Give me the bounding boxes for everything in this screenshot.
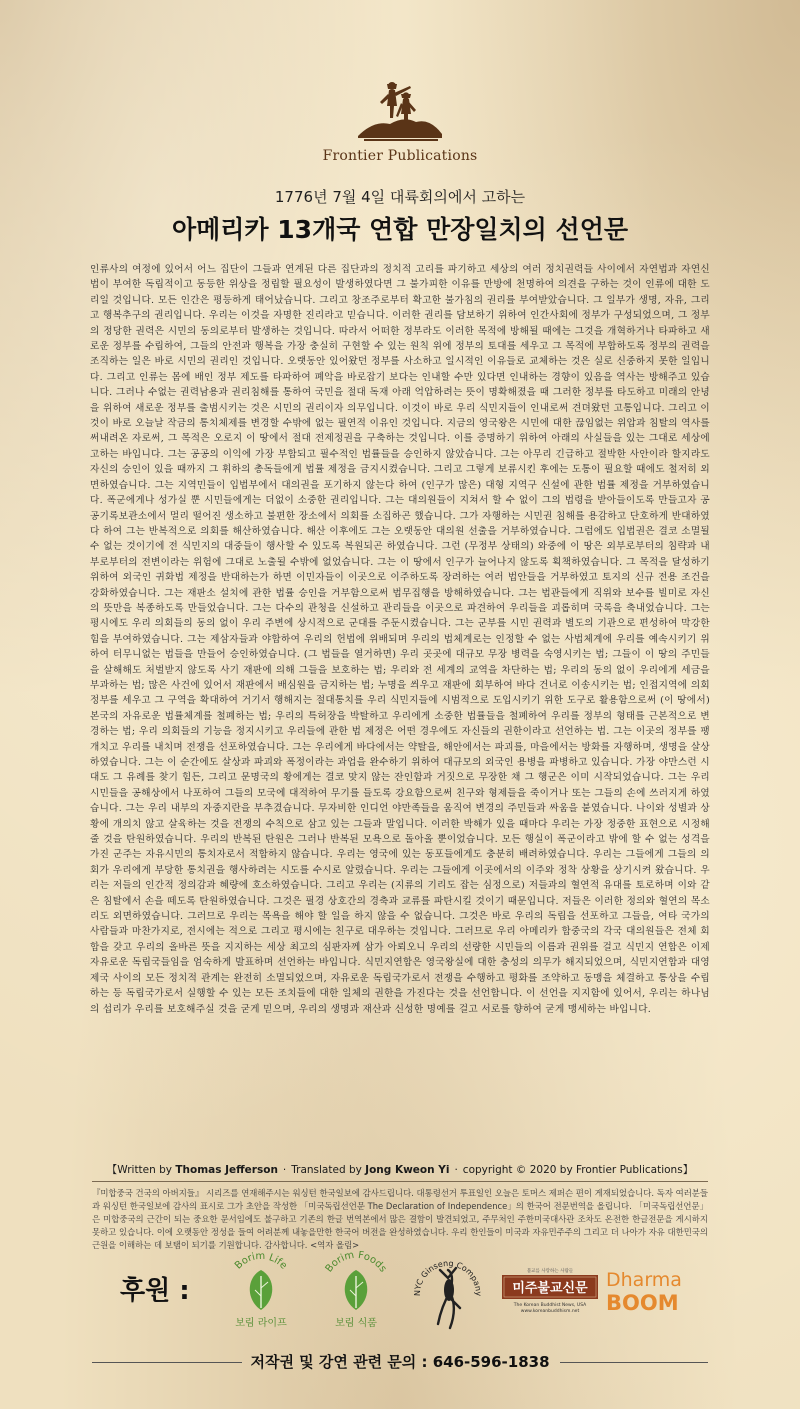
- sponsor-korean-name: 보림 식품: [335, 1318, 377, 1329]
- credit-open-bracket: 【: [106, 1164, 118, 1176]
- borim-life-leaf-icon: [220, 1248, 302, 1332]
- credit-separator: ·: [282, 1164, 287, 1176]
- credit-author: Thomas Jefferson: [175, 1164, 278, 1176]
- sponsor-wordmark-bottom: BOOM: [606, 1291, 679, 1315]
- sponsor-url: www.koreanbuddhism.net: [520, 1309, 580, 1314]
- credit-close-bracket: 】: [682, 1164, 694, 1176]
- buddhist-news-logo: [500, 1266, 600, 1316]
- sponsor-dharma-boom: [602, 1264, 702, 1324]
- sponsor-borim-foods: [314, 1248, 398, 1336]
- sponsor-arc-text: NYC Ginseng Company: [412, 1258, 484, 1297]
- explorers-silhouette-icon: [354, 72, 446, 144]
- dharma-boom-logo: [602, 1264, 702, 1320]
- sponsor-nyc-ginseng: [410, 1248, 486, 1338]
- document-subtitle: 1776년 7월 4일 대륙회의에서 고하는: [274, 188, 526, 206]
- sponsor-label: 후원 :: [120, 1276, 190, 1306]
- credit-written-prefix: Written by: [117, 1164, 176, 1176]
- sponsor-borim-life: [220, 1248, 302, 1336]
- sponsor-korean-name: 보림 라이프: [235, 1318, 287, 1329]
- svg-text:Borim Life: [233, 1251, 289, 1272]
- sponsor-arc-text: Borim Foods: [323, 1249, 389, 1275]
- credit-translated-prefix: Translated by: [291, 1164, 366, 1176]
- sponsor-small-text: 불교를 사랑하는 사람들: [526, 1269, 574, 1274]
- sponsor-arc-text: Borim Life: [233, 1250, 290, 1272]
- divider: [92, 1181, 708, 1182]
- publisher-name: Frontier Publications: [322, 148, 478, 164]
- contact-info: 저작권 및 강연 관련 문의 : 646-596-1838: [250, 1353, 550, 1371]
- sponsor-main-text: 미주불교신문: [512, 1281, 588, 1296]
- credit-translator: Jong Kweon Yi: [365, 1164, 450, 1176]
- sponsor-buddhist-news: [500, 1266, 600, 1320]
- sponsor-small-text: The Korean Buddhist News, USA: [513, 1303, 587, 1308]
- sponsor-wordmark-top: Dharma: [606, 1269, 682, 1291]
- declaration-text: 인류사의 여정에 있어서 어느 집단이 그들과 연계된 다른 집단과의 정치적 고리를 파기하고 세상의 여러 정치권력들 사이에서 자연법과 자연신법이 부여한 독립적이고 동등한 위상을 정립할 필요성이 발생하였다면 그 불가피한 이유를 만방에 천명하여 의견을 구하는 것이 인류에 대한 도리일 것입니다. 모든 인간은 평등하게 태어났습니다. 그리고 창조주로부터 확고한 불가침의 권리를 부여받았습니다. 그 일부가 생명, 자유, 그리고 행복추구의 권리입니다. 우리는 이것을 자명한 진리라고 믿습니다. 이러한 권리를 담보하기 위하여 인간사회에 정부가 구성되었으며, 그 정부의 정당한 권력은 시민의 동의로부터 발생하는 것입니다. 따라서 어떠한 정부라도 이러한 목적에 방해될 때에는 그것을 개혁하거나 타파하고 새로운 정부를 수립하여, 그들의 안전과 행복을 가장 충실히 구현할 수 있는 원칙 위에 정부의 토대를 세우고 그 목적에 부합하도록 정부의 권력을 조직하는 일은 바로 시민의 권리인 것입니다. 오랫동안 있어왔던 정부를 사소하고 일시적인 이유들로 교체하는 것은 실로 신중하지 못한 일입니다. 그리고 인류는 몸에 배인 정부 제도를 타파하여 폐악을 바로잡기 보다는 인내할 수만 있다면 인내하는 경향이 있음을 역사는 방해주고 있습니다. 그러나 수없는 권력남용과 권리침해를 통하여 국민을 절대 독재 아래 억압하려는 뜻이 명확해졌을 때 그러한 정부를 타도하고 미래의 안녕을 위하여 새로운 정부를 출범시키는 것은 시민의 권리이자 의무입니다. 이것이 바로 우리 식민지들이 인내로써 견뎌왔던 고통입니다. 그리고 이것이 바로 오늘날 작금의 통치체제를 변경할 수밖에 없는 필연적 이유인 것입니다. 지금의 영국왕은 시민에 대한 끊임없는 위압과 침탈의 역사를 써내려온 자로써, 그 목적은 오로지 이 땅에서 절대 전제정권을 구축하는 것입니다. 이를 증명하기 위하여 아래의 사실들을 있는 그대로 세상에 고하는 바입니다. 그는 공공의 이익에 가장 부합되고 필수적인 법률들을 승인하지 않았습니다. 그는 아무리 긴급하고 절박한 사안이라 할지라도 자신의 승인이 있을 때까지 그 휘하의 총독들에게 법률 제정을 금지시켰습니다. 그리고 그렇게 보류시킨 후에는 도통이 필요할 때에도 철저히 외면하였습니다. 그는 지역민들이 입법부에서 대의권을 포기하지 않는다 하여 (인구가 많은) 대형 지역구 신설에 관한 법률 제정을 거부하였습니다. 폭군에게나 성가실 뿐 시민들에게는 더없이 소중한 권리입니다. 그는 대의원들이 지쳐서 할 수 없이 그의 법령을 받아들이도록 만들고자 공공기록보관소에서 멀리 떨어진 생소하고 불편한 장소에서 의회를 소집하곤 했습니다. 그가 자행하는 시민권 침해를 용감하고 단호하게 반대하였다 하여 그는 반복적으로 의회를 해산하였습니다. 해산 이후에도 그는 오랫동안 대의원 선출을 거부하였습니다. 그럼에도 입법권은 결코 소멸될 수 없는 것이기에 전 식민지의 대중들이 행사할 수 있도록 복원되곤 하였습니다. 그런 (무정부 상태의) 와중에 이 땅은 외부로부터의 침략과 내부로부터의 전변이라는 위험에 그대로 노출될 수밖에 없었습니다. 그는 이 땅에서 인구가 늘어나지 않도록 획책하였습니다. 그 목적을 달성하기 위하여 외국인 귀화법 제정을 반대하는가 하면 이민자들이 이곳으로 이주하도록 장려하는 여러 법안들을 거부하였고 토지의 신규 전용 조건을 강화하였습니다. 그는 재판소 설치에 관한 법률 승인을 거부함으로써 법무집행을 방해하였습니다. 그는 법관들에게 직위와 보수를 빌미로 자신의 뜻만을 복종하도록 만들었습니다. 그는 다수의 관청을 신설하고 관리들을 이곳으로 파견하여 우리들을 괴롭히며 국록을 축내었습니다. 그는 평시에도 우리 의회들의 동의 없이 우리 주변에 상시적으로 군대를 주둔시켰습니다. 그는 군부를 시민 권력과 별도의 기관으로 편성하여 막강한 힘을 부여하였습니다. 그는 제삼자들과 야합하여 우리의 헌법에 위배되며 우리의 법체계로는 인정할 수 없는 사법체계에 우리를 예속시키기 위하여 터무니없는 법들을 만들어 승인하였습니다. (그 법들을 열거하면) 우리 곳곳에 대규모 무장 병력을 숙영시키는 법; 그들이 이 땅의 주민들을 살해해도 처벌받지 않도록 사기 재판에 의해 그들을 보호하는 법; 우리와 전 세계의 교역을 차단하는 법; 우리의 동의 없이 우리에게 세금을 부과하는 법; 많은 사건에 있어서 재판에서 배심원을 금지하는 법; 누명을 씌우고 재판에 회부하여 바다 건너로 이송시키는 법; 인접지역에 의회정부를 세우고 그 구역을 확대하여 거기서 행해지는 절대통치를 우리 식민지들에 시범적으로 도입시키기 위한 도구로 활용함으로써 (이 땅에서) 본국의 자유로운 법률체계를 철폐하는 법; 우리의 특허장을 박탈하고 우리에게 소중한 법률들을 철폐하여 우리를 정부의 형태를 근본적으로 변경하는 법; 우리 의회들의 기능을 정지시키고 우리들에 관한 법 제정은 어떤 경우에도 자신들의 권한이라고 선언하는 법. 그는 이곳의 정부를 팽개치고 우리를 내치며 전쟁을 선포하였습니다. 그는 우리에게 바다에서는 약탈을, 해안에서는 파괴를, 마을에서는 방화를 자행하며, 생명을 살상하였습니다. 그는 이 순간에도 살상과 파괴와 폭정이라는 과업을 완수하기 위하여 대규모의 외국인 용병을 파병하고 있습니다. 가장 야만스런 시대도 그 유례를 찾기 힘든, 그리고 문명국의 황에게는 결코 맞지 않는 잔인함과 거짓으로 무장한 채 그 행군은 이미 시작되었습니다. 그는 우리 시민들을 공해상에서 나포하여 그들의 모국에 대적하여 무기를 들도록 강요함으로써 친구와 형제들을 죽이거나 또는 그들의 손에 쓰러지게 하였습니다. 그는 우리 내부의 자중지란을 부추겼습니다. 무자비한 인디언 야만족들을 움직여 변경의 주민들과 싸움을 붙였습니다. 나이와 성별과 상황에 개의치 않고 살육하는 것을 전쟁의 수칙으로 삼고 있는 그들과 말입니다. 이러한 박해가 있을 때마다 우리는 가장 정중한 표현으로 시정해줄 것을 탄원하였습니다. 우리의 반복된 탄원은 그러나 반복된 모욕으로 돌아올 뿐이었습니다. 모든 행실이 폭군이라고 밖에 할 수 없는 성격을 가진 군주는 자유시민의 통치자로서 적합하지 않습니다. 우리는 영국에 있는 동포들에게도 충분히 배려하였습니다. 우리는 그들에게 그들의 의회가 우리에게 부당한 통치권을 행사하려는 시도를 수시로 알렸습니다. 우리는 그들에게 이곳에서의 이주와 정착 상황을 상기시켜 왔습니다. 우리는 저들의 인간적 정의감과 혜량에 호소하였습니다. 그리고 우리는 (지류의 기리도 잡는 심정으로) 저들과의 혈연적 유대를 토로하며 이와 같은 침탈에서 손을 떼도록 탄원하였습니다. 그것은 필경 상호간의 경축과 교류를 파탄시킬 것이기 때문입니다. 저들은 이러한 정의와 혈연의 목소리도 외면하였습니다. 그러므로 우리는 목욕을 해야 할 일을 하지 않을 수 없습니다. 그것은 바로 우리의 독립을 선포하고 그들을, 여타 국가의 사람들과 마찬가지로, 전시에는 적으로 그리고 평시에는 친구로 대우하는 것입니다. 그러므로 우리 아메리카 합중국의 각국 대의원들은 전체 회합을 갖고 우리의 올바른 뜻을 지지하는 세상 최고의 심판자께 삼가 아뢰오니 우리의 선량한 시민들의 이름과 권위를 걸고 식민지 연합은 이제 자유로운 독립국들임을 엄숙하게 발표하며 선언하는 바입니다. 식민지연합은 영국왕실에 대한 충성의 의무가 해지되었으며, 식민지연합과 대영제국 사이의 모든 정치적 관계는 완전히 소멸되었으며, 자유로운 독립국가로서 전쟁을 수행하고 평화를 조약하고 동맹을 체결하고 통상을 수립하는 등 독립국가로서 실행할 수 있는 모든 조치들에 대한 일체의 권한을 가진다는 것을 선언합니다. 이 선언을 지지함에 있어서, 우리는 하나님의 섭리가 우리를 보호해주실 것을 굳게 믿으며, 우리의 생명과 재산과 신성한 명예를 걸고 서로를 향하여 굳게 맹세하는 바입니다.: [90, 264, 710, 1015]
- publisher-logo: [0, 72, 800, 164]
- ginseng-root-icon: [410, 1248, 486, 1334]
- sponsors-row: [92, 1248, 708, 1338]
- credit-copyright: copyright © 2020 by Frontier Publications: [462, 1164, 683, 1176]
- document-title: 아메리카 13개국 연합 만장일치의 선언문: [171, 215, 628, 244]
- translator-note: 『미합중국 건국의 아버지들』 시리즈를 연재해주시는 워싱턴 한국일보에 감사드립니다. 대통령선거 투표일인 오늘은 토머스 제퍼슨 편이 게재되었습니다. 독자 여러분들과 워싱턴 한국일보에 감사의 표시로 그가 초안을 작성한 「미국독립선언문 The Declaration of Independence」의 한국어 전문번역을 올립니다. 「미국독립선언문」은 미합중국의 근간이 되는 중요한 문서임에도 불구하고 기존의 한글 번역본에서 많은 결함이 발견되었고, 주무처인 주한미국대사관 조차도 온전한 한글전문을 게시하지 못하고 있습니다. 이에 오랫동안 정성을 들여 어려분께 내놓을만한 한국어 버전을 완성하였습니다. 우리 한인들이 미국과 자유민주주의 그리고 더 나아가 자유 대한민국의 근원을 이해하는 데 보탬이 되기를 기원합니다. 감사합니다. <역자 올림>: [92, 1188, 708, 1250]
- credit-separator: ·: [454, 1164, 458, 1176]
- credit-line: [0, 1162, 800, 1177]
- borim-foods-leaf-icon: [314, 1248, 398, 1332]
